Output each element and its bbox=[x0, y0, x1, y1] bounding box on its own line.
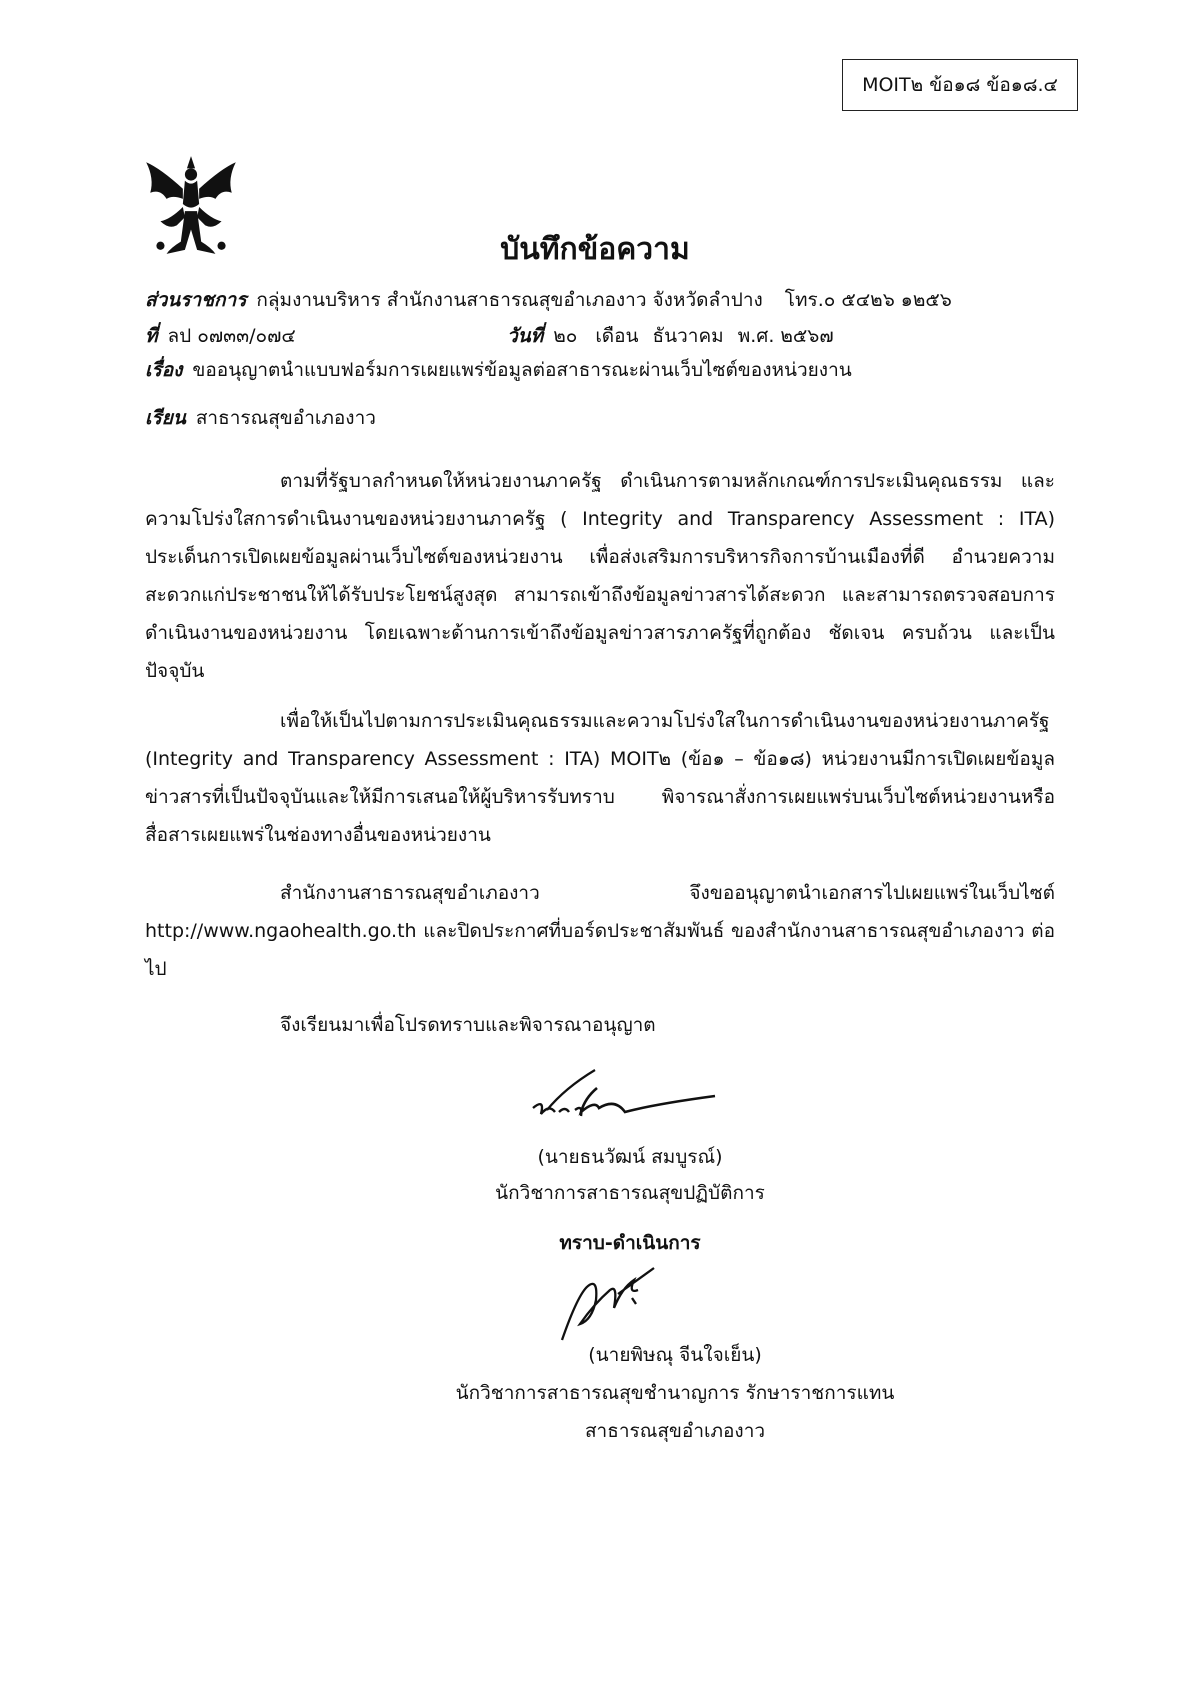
signer-1-name: (นายธนวัฒน์ สมบูรณ์) bbox=[537, 1146, 723, 1168]
approval-note: ทราบ-ดำเนินการ bbox=[559, 1232, 701, 1254]
document-number-label: ที่ bbox=[145, 325, 158, 347]
phone-number: โทร.๐ ๕๔๒๖ ๑๒๕๖ bbox=[784, 289, 952, 311]
year-value: ๒๕๖๗ bbox=[780, 325, 834, 347]
document-number-value: ลป ๐๗๓๓/๐๗๔ bbox=[167, 325, 296, 347]
department-row bbox=[145, 285, 952, 315]
recipient-row bbox=[145, 403, 376, 433]
date-row bbox=[507, 321, 834, 351]
date-day: ๒๐ bbox=[553, 325, 578, 347]
signer-1-position: นักวิชาการสาธารณสุขปฏิบัติการ bbox=[495, 1182, 765, 1204]
signer-2-acting-position: สาธารณสุขอำเภองาว bbox=[584, 1420, 766, 1442]
signature-1-icon bbox=[525, 1068, 725, 1124]
document-number-row bbox=[145, 321, 296, 351]
body-paragraph-2: เพื่อให้เป็นไปตามการประเมินคุณธรรมและความโปร่งใสในการดำเนินงานของหน่วยงานภาครัฐ (Integrity and Transparency Assessment : ITA) MOIT๒ (ข้อ๑ – ข้อ๑๘) หน่วยงานมีการเปิดเผยข้อมูลข่าวสารที่เป็นปัจจุบันและให้มีการเสนอให้ผู้บริหารรับทราบ พิจารณาสั่งการเผยแพร่บนเว็บไซต์หน่วยงานหรือสื่อสารเผยแพร่ในช่องทางอื่นของหน่วยงาน bbox=[145, 710, 1055, 846]
recipient-value: สาธารณสุขอำเภองาว bbox=[195, 407, 376, 429]
reference-code: MOIT๒ ข้อ๑๘ ข้อ๑๘.๔ bbox=[862, 74, 1058, 96]
body-paragraph-1: ตามที่รัฐบาลกำหนดให้หน่วยงานภาครัฐ ดำเนินการตามหลักเกณฑ์การประเมินคุณธรรม และความโปร่งใสการดำเนินงานของหน่วยงานภาครัฐ ( Integrity and Transparency Assessment : ITA) ประเด็นการเปิดเผยข้อมูลผ่านเว็บไซต์ของหน่วยงาน เพื่อส่งเสริมการบริหารกิจการบ้านเมืองที่ดี อำนวยความสะดวกแก่ประชาชนให้ได้รับประโยชน์สูงสุด สามารถเข้าถึงข้อมูลข่าวสารได้สะดวก และสามารถตรวจสอบการดำเนินงานของหน่วยงาน โดยเฉพาะด้านการเข้าถึงข้อมูลข่าวสารภาครัฐที่ถูกต้อง ชัดเจน ครบถ้วน และเป็นปัจจุบัน bbox=[145, 470, 1055, 682]
subject-value: ขออนุญาตนำแบบฟอร์มการเผยแพร่ข้อมูลต่อสาธารณะผ่านเว็บไซต์ของหน่วยงาน bbox=[192, 359, 852, 381]
date-label: วันที่ bbox=[507, 325, 544, 347]
signature-2-icon bbox=[558, 1264, 658, 1344]
department-label: ส่วนราชการ bbox=[145, 289, 247, 311]
recipient-label: เรียน bbox=[145, 407, 186, 429]
department-value: กลุ่มงานบริหาร สำนักงานสาธารณสุขอำเภองาว จังหวัดลำปาง bbox=[256, 289, 763, 311]
month-label: เดือน bbox=[595, 325, 639, 347]
closing-line: จึงเรียนมาเพื่อโปรดทราบและพิจารณาอนุญาต bbox=[280, 1014, 656, 1036]
subject-label: เรื่อง bbox=[145, 359, 183, 381]
subject-row bbox=[145, 355, 852, 385]
memo-title: บันทึกข้อความ bbox=[500, 232, 690, 267]
month-value: ธันวาคม bbox=[652, 325, 724, 347]
year-label: พ.ศ. bbox=[737, 325, 775, 347]
signer-2-position: นักวิชาการสาธารณสุขชำนาญการ รักษาราชการแทน bbox=[455, 1382, 895, 1404]
signer-2-name: (นายพิษณุ จีนใจเย็น) bbox=[588, 1344, 762, 1366]
body-paragraph-3: สำนักงานสาธารณสุขอำเภองาว จึงขออนุญาตนำเอกสารไปเผยแพร่ในเว็บไซต์ http://www.ngaohealth.go.th และปิดประกาศที่บอร์ดประชาสัมพันธ์ ของสำนักงานสาธารณสุขอำเภองาว ต่อไป bbox=[145, 882, 1055, 980]
reference-code-box bbox=[842, 59, 1078, 111]
